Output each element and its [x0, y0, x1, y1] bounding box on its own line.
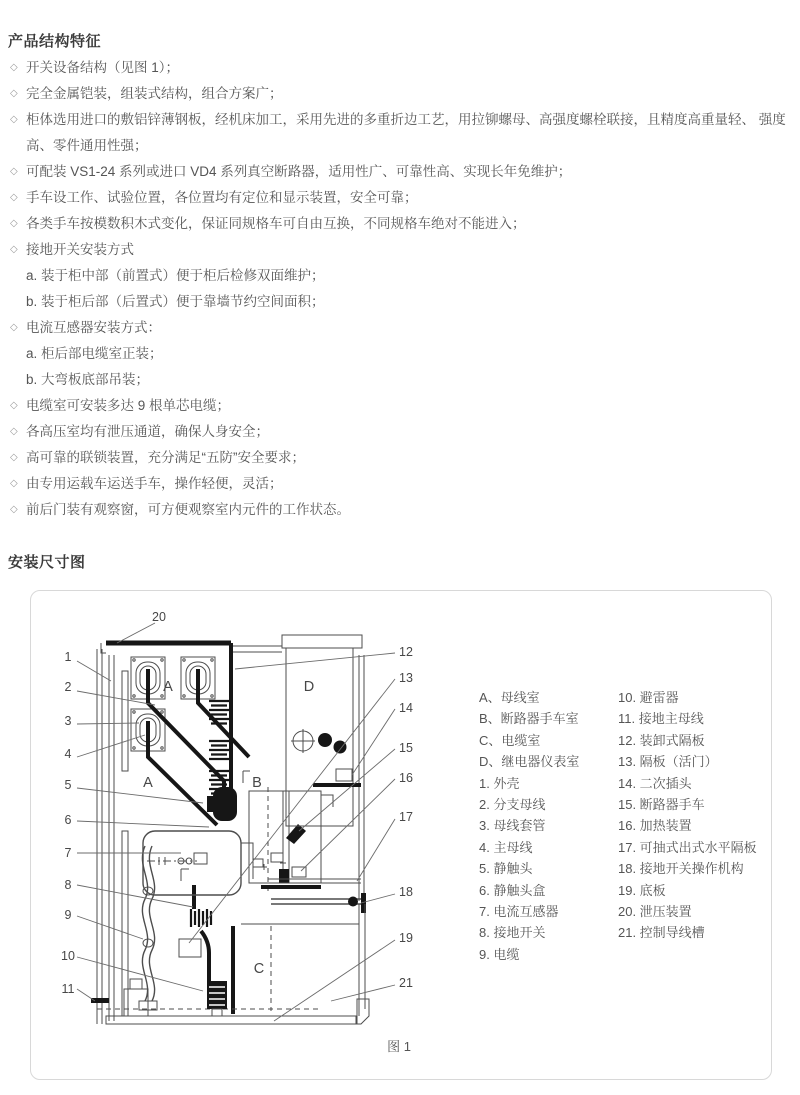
feature-text: 高可靠的联锁装置，充分满足“五防”安全要求；	[26, 450, 305, 465]
legend-item: 3. 母线套管	[479, 818, 546, 834]
legend-item: 20. 泄压装置	[618, 904, 692, 920]
feature-text: 接地开关安装方式	[26, 242, 134, 257]
callout-number: 6	[64, 813, 72, 827]
feature-item	[0, 185, 794, 211]
pressure-relief-plate	[101, 643, 282, 653]
callout-number: 16	[399, 771, 413, 785]
diamond-bullet-icon: ◇	[10, 426, 18, 437]
current-transformer	[143, 831, 253, 895]
feature-item	[0, 263, 794, 289]
feature-text: 各类手车按模数积木式变化，保证同规格车可自由互换，不同规格车绝对不能进入；	[26, 216, 526, 231]
feature-text: 柜体选用进口的敷铝锌薄钢板，经机床加工，采用先进的多重折边工艺，用拉铆螺母、高强度螺栓联接，且精度高重量轻、 强度高、零件通用性强；	[26, 112, 786, 153]
callout-number: 21	[399, 976, 413, 990]
callout-number: 7	[64, 846, 72, 860]
figure-caption: 图 1	[387, 1039, 411, 1054]
callout-number: 3	[64, 714, 72, 728]
legend-item: 11. 接地主母线	[618, 711, 704, 727]
surge-arrester	[207, 981, 227, 1016]
cabinet-left-wall	[97, 649, 128, 1024]
legend-item: 6. 静触头盒	[479, 882, 546, 898]
feature-item	[0, 497, 794, 523]
legend-item: 7. 电流互感器	[479, 904, 559, 920]
feature-text: a. 装于柜中部（前置式）便于柜后检修双面维护；	[26, 268, 325, 283]
legend-item: 15. 断路器手车	[618, 797, 705, 813]
legend-item: 21. 控制导线槽	[618, 925, 705, 941]
feature-text: 可配装 VS1-24 系列或进口 VD4 系列真空断路器，适用性广、可靠性高、实现长年免维护；	[26, 164, 572, 179]
compartment-label: C	[253, 961, 265, 977]
earth-switch	[181, 869, 211, 981]
feature-text: 电缆室可安装多达 9 根单芯电缆；	[26, 398, 231, 413]
callout-number: 4	[64, 747, 72, 761]
diamond-bullet-icon: ◇	[10, 114, 18, 125]
feature-item	[0, 471, 794, 497]
callout-number: 12	[399, 645, 413, 659]
callout-number: 17	[399, 810, 413, 824]
feature-item	[0, 107, 794, 159]
legend-item: C、电缆室	[479, 732, 541, 748]
legend-item: 9. 电缆	[479, 946, 520, 962]
diamond-bullet-icon: ◇	[10, 322, 18, 333]
diamond-bullet-icon: ◇	[10, 62, 18, 73]
feature-text: 完全金属铠装，组装式结构，组合方案广；	[26, 86, 283, 101]
leader-lines	[77, 623, 395, 1021]
legend-item: 17. 可抽式出式水平隔板	[618, 839, 757, 855]
compartment-label: D	[303, 679, 315, 695]
feature-list	[0, 55, 794, 523]
legend-right-column	[618, 687, 757, 944]
callout-number: 14	[399, 701, 413, 715]
legend-item: 2. 分支母线	[479, 797, 546, 813]
diamond-bullet-icon: ◇	[10, 166, 18, 177]
feature-item	[0, 237, 794, 263]
feature-item	[0, 211, 794, 237]
callout-number: 13	[399, 671, 413, 685]
compartment-label: A	[163, 679, 173, 695]
legend-item: 19. 底板	[618, 882, 666, 898]
feature-item	[0, 315, 794, 341]
callout-number: 8	[64, 878, 72, 892]
feature-text: 手车设工作、试验位置，各位置均有定位和显示装置，安全可靠；	[26, 190, 418, 205]
feature-text: b. 大弯板底部吊装；	[26, 372, 150, 387]
legend-item: D、继电器仪表室	[479, 754, 580, 770]
feature-text: 各高压室均有泄压通道，确保人身安全；	[26, 424, 269, 439]
legend-item: 5. 静触头	[479, 861, 533, 877]
callout-number: 18	[399, 885, 413, 899]
feature-item	[0, 393, 794, 419]
insulator-stacks	[209, 701, 229, 794]
diamond-bullet-icon: ◇	[10, 400, 18, 411]
diamond-bullet-icon: ◇	[10, 244, 18, 255]
knob-icon	[334, 741, 347, 754]
bottom-plate	[106, 1016, 356, 1024]
callout-number: 11	[61, 982, 75, 996]
feature-text: a. 柜后部电缆室正装；	[26, 346, 163, 361]
feature-item	[0, 55, 794, 81]
legend-item: 16. 加热装置	[618, 818, 692, 834]
diamond-bullet-icon: ◇	[10, 478, 18, 489]
figure-section-title: 安装尺寸图	[8, 554, 86, 571]
legend-item: 8. 接地开关	[479, 925, 546, 941]
diamond-bullet-icon: ◇	[10, 452, 18, 463]
callout-number: 1	[64, 650, 72, 664]
diamond-bullet-icon: ◇	[10, 192, 18, 203]
diamond-bullet-icon: ◇	[10, 218, 18, 229]
bushing-icon	[181, 657, 215, 699]
feature-item	[0, 367, 794, 393]
legend-item: A、母线室	[479, 690, 540, 705]
diamond-bullet-icon: ◇	[10, 504, 18, 515]
busbar-bushings	[131, 657, 215, 751]
compartment-label: B	[252, 775, 262, 791]
feature-text: 开关设备结构（见图 1）；	[26, 60, 180, 75]
feature-item	[0, 81, 794, 107]
legend-item: 12. 装卸式隔板	[618, 732, 705, 748]
callout-number: 9	[64, 908, 72, 922]
feature-text: 由专用运载车运送手车，操作轻便，灵活；	[26, 476, 283, 491]
feature-item	[0, 159, 794, 185]
legend-item: 1. 外壳	[479, 775, 520, 791]
secondary-plug	[336, 769, 352, 781]
legend-item: 13. 隔板（活门）	[618, 754, 718, 770]
feature-text: 电流互感器安装方式：	[26, 320, 161, 335]
legend-left-column	[479, 687, 579, 965]
callout-number: 20	[152, 610, 166, 624]
relay-instrument-compartment	[282, 635, 364, 901]
meter-crosshair-icon	[291, 729, 315, 753]
callout-number: 10	[61, 949, 75, 963]
features-section-title: 产品结构特征	[8, 33, 102, 50]
compartment-label: A	[143, 775, 153, 791]
legend-item: 4. 主母线	[479, 839, 533, 855]
callout-number: 2	[64, 680, 72, 694]
legend-item: 10. 避雷器	[618, 690, 679, 705]
feature-item	[0, 445, 794, 471]
diamond-bullet-icon: ◇	[10, 88, 18, 99]
figure-box	[30, 590, 772, 1080]
knob-icon	[318, 733, 332, 747]
feature-text: 前后门装有观察窗，可方便观察室内元件的工作状态。	[26, 502, 350, 517]
feature-item	[0, 419, 794, 445]
callout-number: 5	[64, 778, 72, 792]
feature-text: b. 装于柜后部（后置式）便于靠墙节约空间面积；	[26, 294, 325, 309]
callout-number: 19	[399, 931, 413, 945]
callout-number: 15	[399, 741, 413, 755]
feature-item	[0, 289, 794, 315]
bushing-icon	[131, 657, 165, 699]
legend-item: 14. 二次插头	[618, 775, 692, 791]
legend-item: 18. 接地开关操作机构	[618, 861, 744, 877]
feature-item	[0, 341, 794, 367]
legend-item: B、断路器手车室	[479, 711, 579, 727]
